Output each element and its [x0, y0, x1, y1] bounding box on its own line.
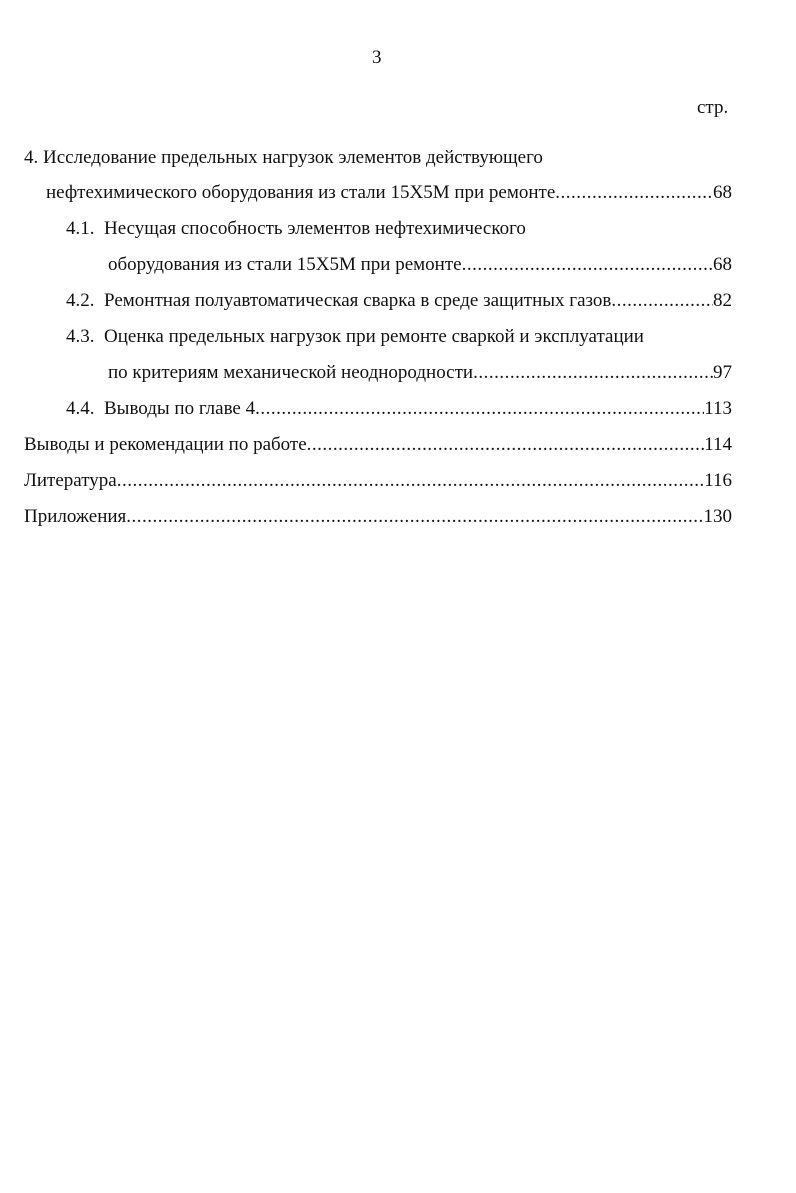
- toc-chapter-4-line1: 4. Исследование предельных нагрузок элементов действующего: [24, 147, 543, 168]
- toc-section-4-3-line1: [66, 325, 644, 349]
- toc-entry-page: 97: [713, 362, 732, 383]
- toc-entry-title: Выводы и рекомендации по работе: [24, 434, 307, 455]
- leader-dots: [555, 181, 713, 205]
- pages-column-label: стр.: [697, 97, 729, 118]
- leader-dots: [126, 505, 703, 529]
- toc-entry-number: 4.1.: [66, 218, 95, 239]
- toc-literature[interactable]: [24, 469, 732, 493]
- toc-section-4-1-line2[interactable]: [108, 253, 732, 277]
- toc-entry-title: по критериям механической неоднородности: [108, 362, 474, 383]
- toc-entry-title: нефтехимического оборудования из стали 15Х5М при ремонте: [46, 182, 556, 203]
- toc-entry-page: 68: [713, 182, 732, 203]
- leader-dots: [255, 397, 704, 421]
- toc-conclusions[interactable]: [24, 433, 732, 457]
- leader-dots: [117, 469, 704, 493]
- toc-entry-page: 116: [704, 470, 732, 491]
- toc-entry-title: Литература: [24, 470, 117, 491]
- toc-entry-page: 130: [703, 506, 732, 527]
- toc-entry-title: Ремонтная полуавтоматическая сварка в среде защитных газов: [104, 290, 612, 311]
- toc-entry-title: Оценка предельных нагрузок при ремонте сваркой и эксплуатации: [104, 326, 644, 347]
- toc-entry-title: Приложения: [24, 506, 127, 527]
- toc-entry-page: 113: [704, 398, 732, 419]
- toc-section-4-1-line1: [66, 217, 526, 241]
- toc-entry-page: 68: [713, 254, 732, 275]
- leader-dots: [611, 289, 713, 313]
- toc-entry-page: 82: [713, 290, 732, 311]
- toc-entry-number: 4.2.: [66, 290, 95, 311]
- leader-dots: [462, 253, 713, 277]
- toc-entry-title: Несущая способность элементов нефтехимического: [104, 218, 526, 239]
- page-number: 3: [372, 47, 382, 68]
- toc-entry-number: 4.4.: [66, 398, 95, 419]
- toc-chapter-4-line2[interactable]: [46, 181, 732, 205]
- toc-section-4-4[interactable]: [66, 397, 732, 421]
- toc-entry-title: Выводы по главе 4: [104, 398, 256, 419]
- toc-entry-page: 114: [704, 434, 732, 455]
- leader-dots: [473, 361, 713, 385]
- toc-section-4-2[interactable]: [66, 289, 732, 313]
- toc-section-4-3-line2[interactable]: [108, 361, 732, 385]
- leader-dots: [307, 433, 705, 457]
- toc-entry-title: оборудования из стали 15Х5М при ремонте: [108, 254, 462, 275]
- toc-appendices[interactable]: [24, 505, 732, 529]
- toc-entry-number: 4.3.: [66, 326, 95, 347]
